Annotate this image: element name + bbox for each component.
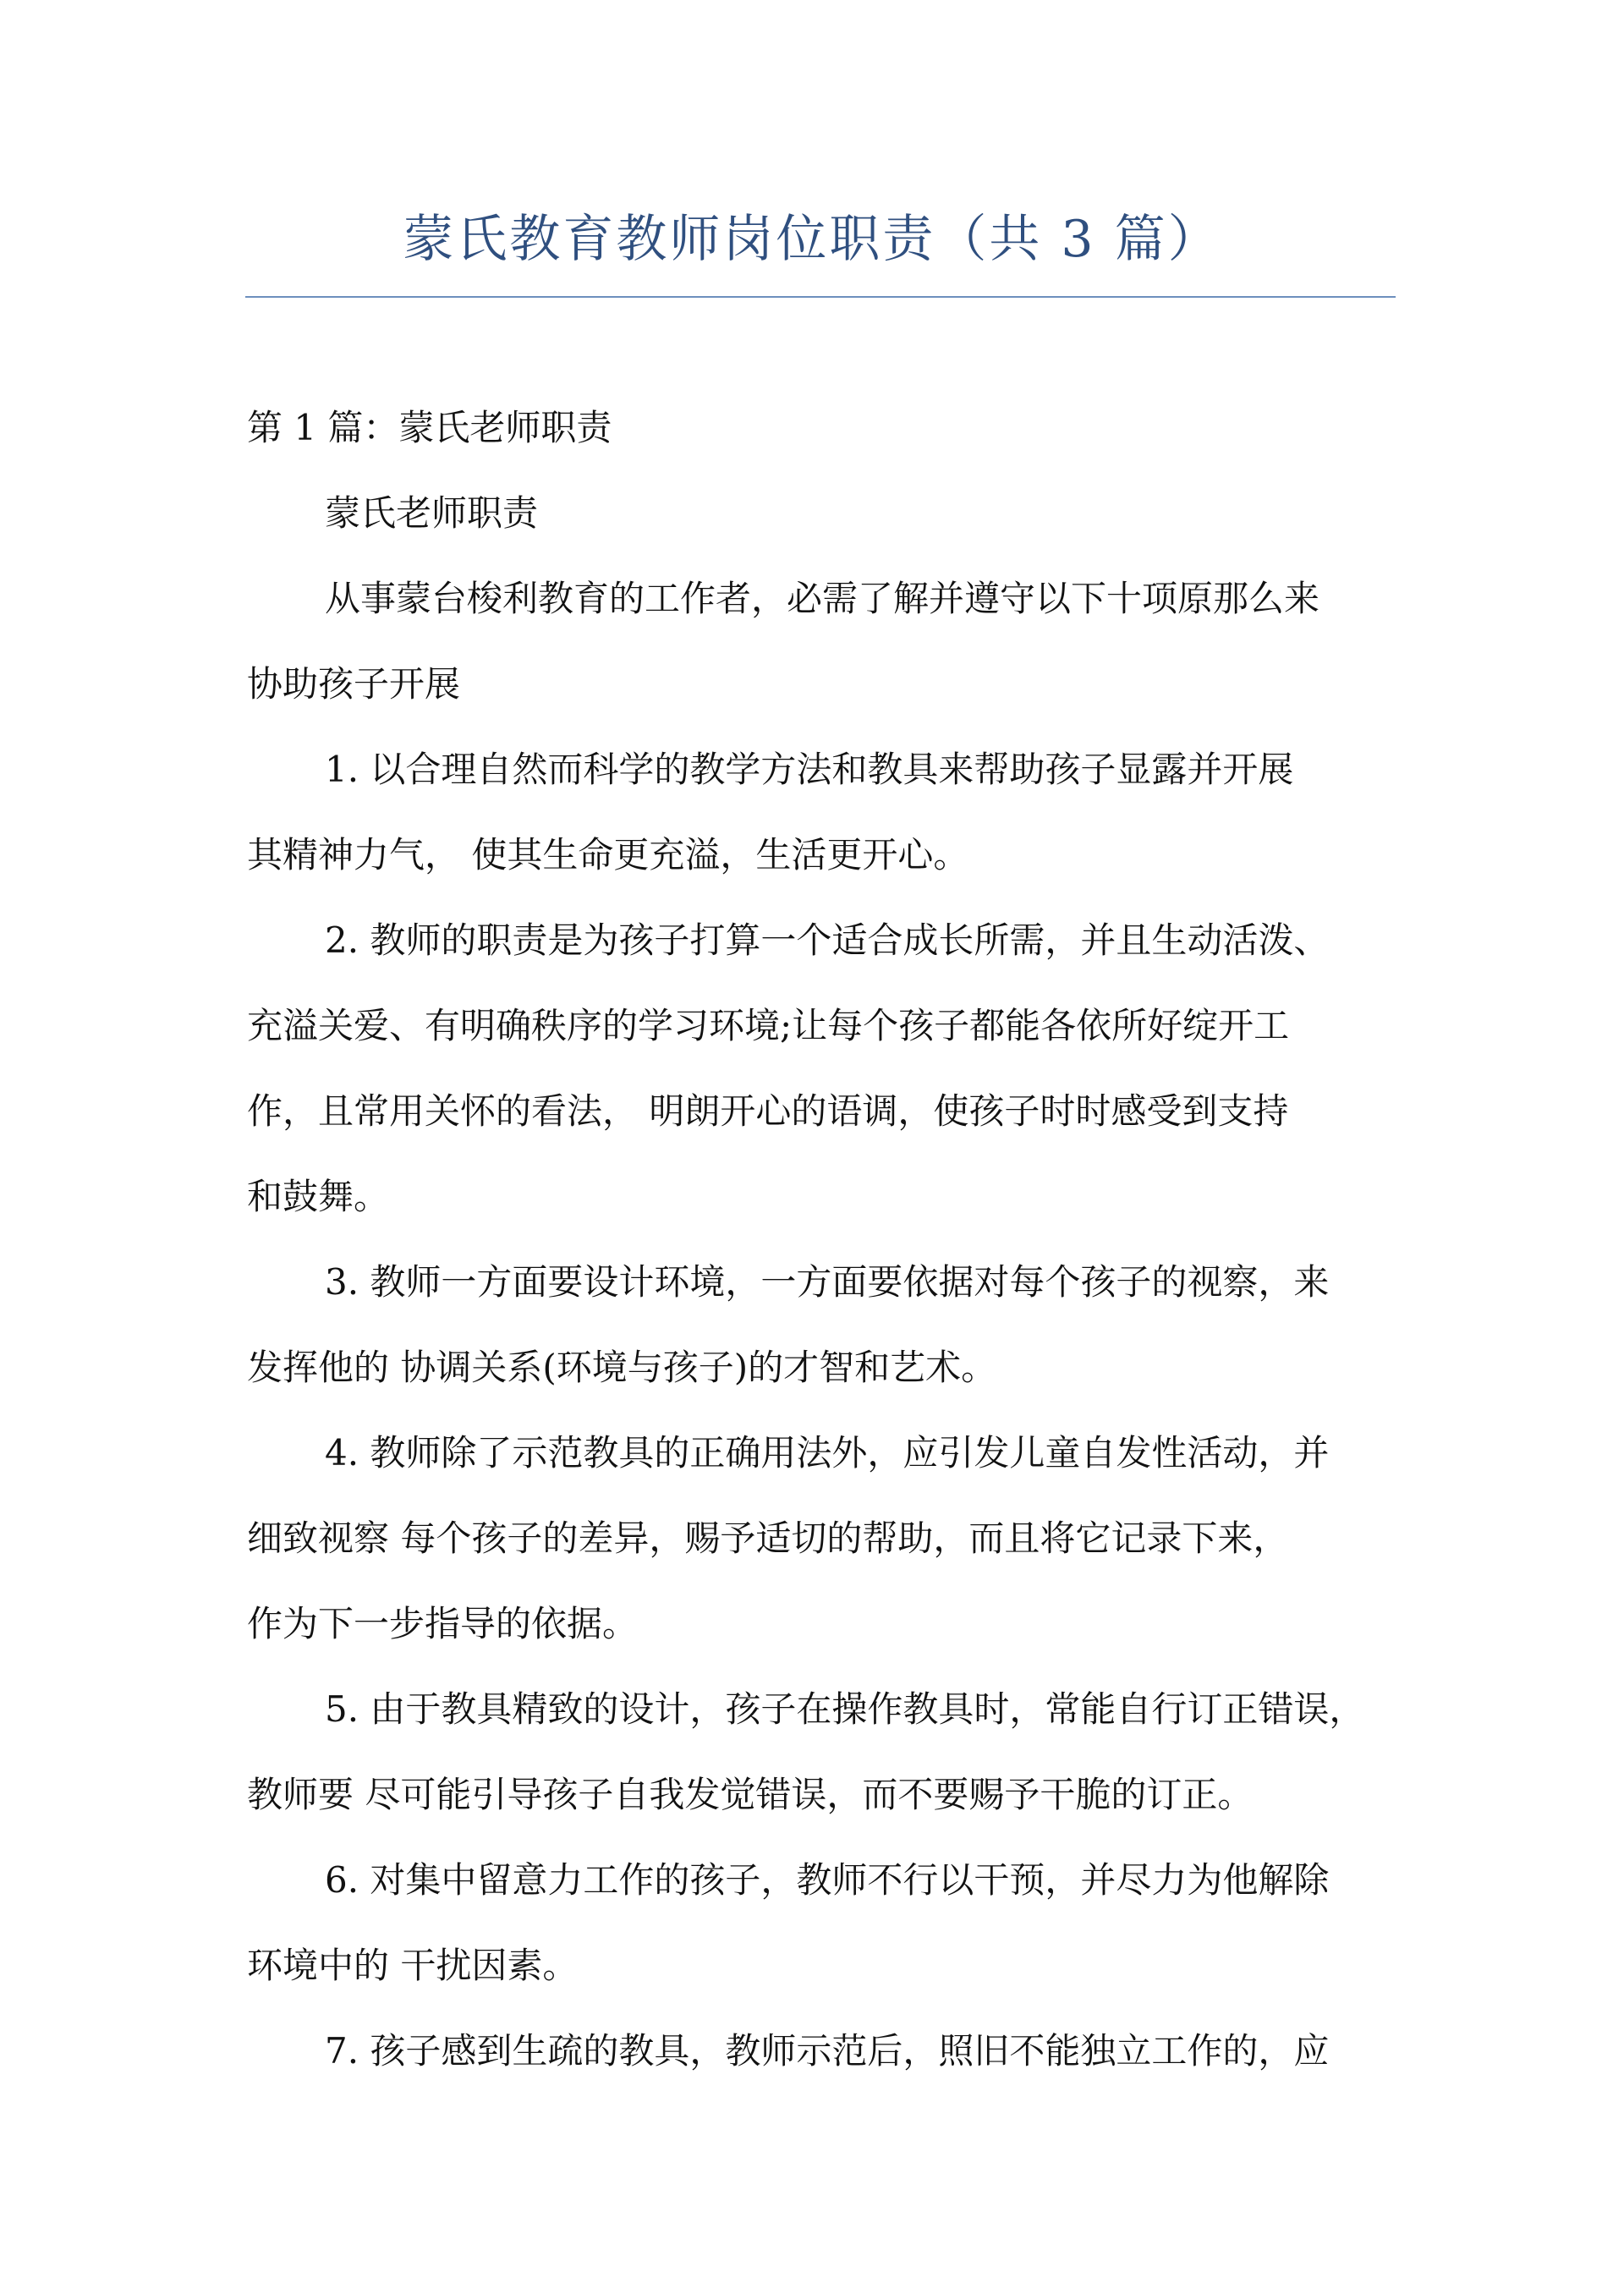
body-line: 5. 由于教具精致的设计，孩子在操作教具时，常能自行订正错误， [325, 1688, 1365, 1730]
body-line: 3. 教师一方面要设计环境，一方面要依据对每个孩子的视察，来 [325, 1261, 1330, 1303]
body-line: 协助孩子开展 [247, 663, 461, 705]
body-line: 第 1 篇：蒙氏老师职责 [247, 407, 612, 448]
body-line: 作，且常用关怀的看法， 明朗开心的语调，使孩子时时感受到支持 [247, 1090, 1289, 1132]
body-line: 教师要 尽可能引导孩子自我发觉错误，而不要赐予干脆的订正。 [247, 1774, 1254, 1815]
body-line: 6. 对集中留意力工作的孩子，教师不行以干预，并尽力为他解除 [325, 1859, 1330, 1901]
body-line: 环境中的 干扰因素。 [247, 1945, 579, 1986]
title-underline [245, 296, 1396, 298]
body-line: 充溢关爱、有明确秩序的学习环境;让每个孩子都能各依所好绽开工 [247, 1005, 1290, 1046]
body-line: 2. 教师的职责是为孩子打算一个适合成长所需，并且生动活泼、 [325, 919, 1330, 961]
body-line: 细致视察 每个孩子的差异，赐予适切的帮助，而且将它记录下来， [247, 1517, 1289, 1559]
body-line: 1. 以合理自然而科学的教学方法和教具来帮助孩子显露并开展 [325, 749, 1294, 790]
body-line: 7. 孩子感到生疏的教具，教师示范后，照旧不能独立工作的，应 [325, 2030, 1330, 2072]
body-line: 作为下一步指导的依据。 [247, 1603, 639, 1644]
body-line: 从事蒙台梭利教育的工作者，必需了解并遵守以下十项原那么来 [325, 578, 1320, 619]
document-body [247, 385, 1414, 2094]
body-line: 4. 教师除了示范教具的正确用法外，应引发儿童自发性活动，并 [325, 1432, 1330, 1474]
body-line: 蒙氏老师职责 [325, 492, 539, 534]
body-line: 其精神力气， 使其生命更充溢，生活更开心。 [247, 834, 969, 875]
document-title: 蒙氏教育教师岗位职责（共 3 篇） [403, 210, 1221, 269]
body-line: 和鼓舞。 [247, 1176, 390, 1217]
body-line: 发挥他的 协调关系(环境与孩子)的才智和艺术。 [247, 1347, 997, 1388]
